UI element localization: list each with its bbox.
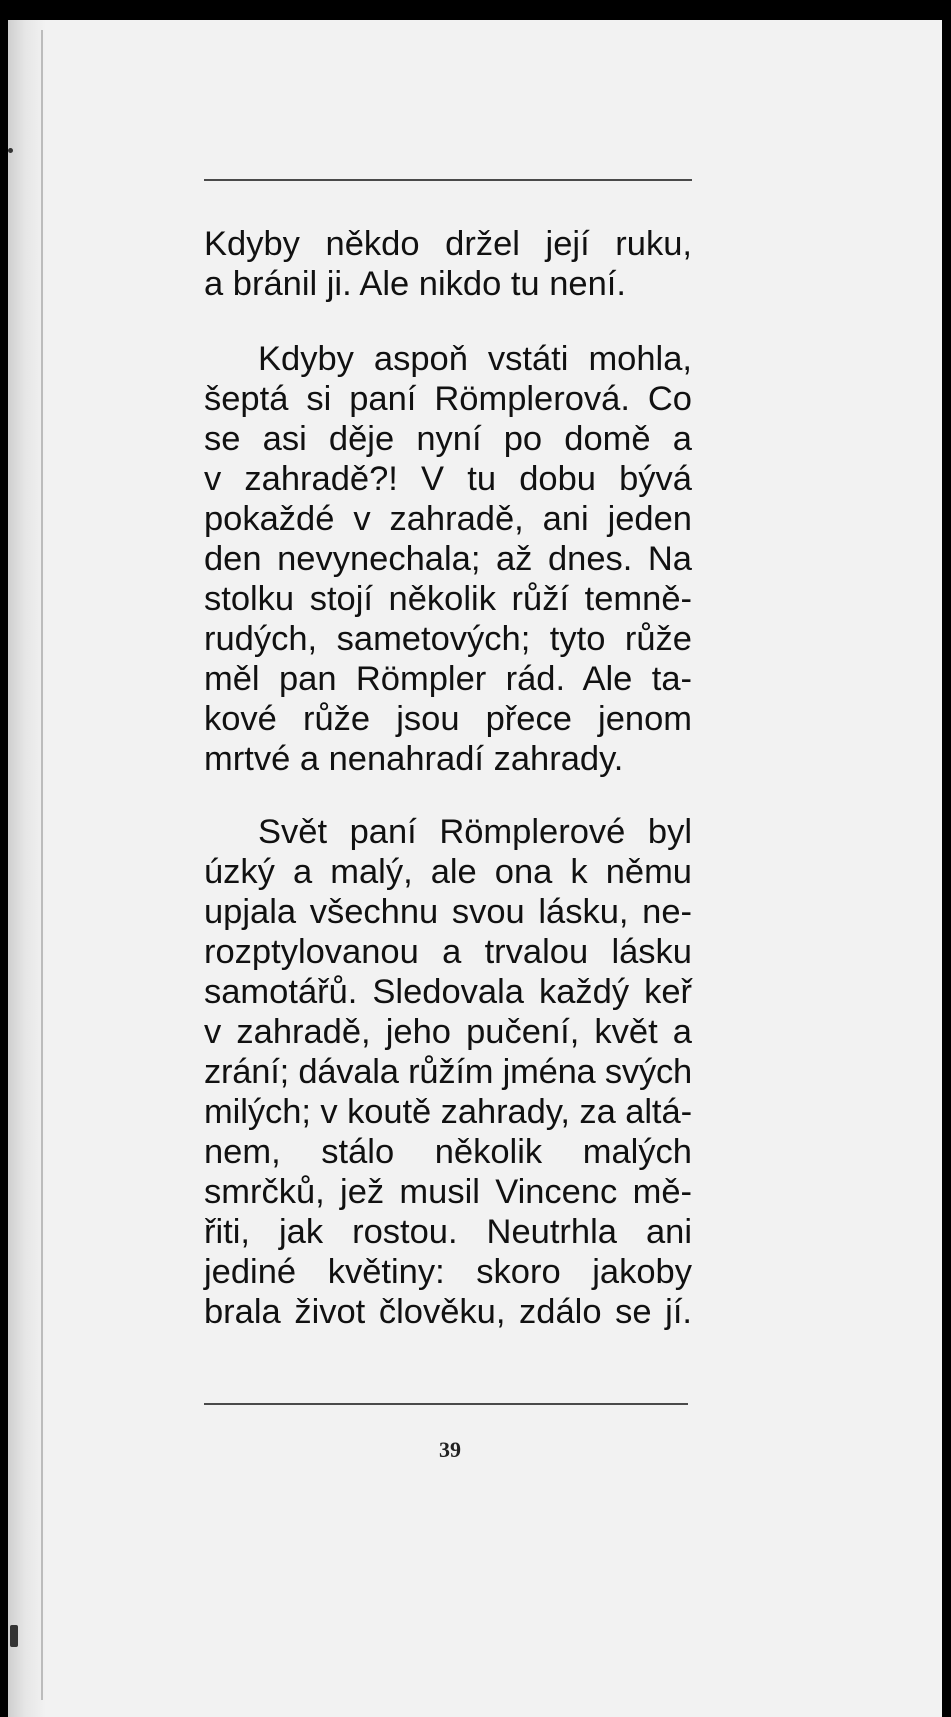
text-line: samotářů. Sledovala každý keř (204, 973, 692, 1011)
text-line: Kdyby aspoň vstáti mohla, (258, 340, 692, 378)
text-line: Svět paní Römplerové byl (258, 813, 692, 851)
text-line: v zahradě?! V tu dobu bývá (204, 460, 692, 498)
text-line: šeptá si paní Römplerová. Co (204, 380, 692, 418)
text-line: Kdyby někdo držel její ruku, (204, 225, 692, 263)
text-line: kové růže jsou přece jenom (204, 700, 692, 738)
text-line: úzký a malý, ale ona k němu (204, 853, 692, 891)
text-line: smrčků, jež musil Vincenc mě- (204, 1173, 692, 1211)
footer-rule (204, 1403, 688, 1405)
text-line: stolku stojí několik růží temně- (204, 580, 692, 618)
text-line: měl pan Römpler rád. Ale ta- (204, 660, 692, 698)
text-line: mrtvé a nenahradí zahrady. (204, 740, 624, 778)
text-line: se asi děje nyní po domě a (204, 420, 692, 458)
header-rule (204, 179, 692, 181)
text-line: brala život člověku, zdálo se jí. (204, 1293, 692, 1331)
text-line: rozptylovanou a trvalou lásku (204, 933, 692, 971)
paragraph-3 (204, 812, 692, 1332)
paragraph-1 (204, 224, 692, 304)
text-line: rudých, sametových; tyto růže (204, 620, 692, 658)
text-line: milých; v koutě zahrady, za altá- (204, 1093, 692, 1131)
page-body-text (204, 224, 692, 1332)
text-line: nem, stálo několik malých (204, 1133, 692, 1171)
paragraph-2 (204, 339, 692, 779)
text-line: zrání; dávala růžím jména svých (204, 1053, 692, 1091)
text-line: jediné květiny: skoro jakoby (204, 1253, 692, 1291)
print-speck (10, 1625, 18, 1647)
text-line: v zahradě, jeho pučení, květ a (204, 1013, 692, 1051)
page-number: 39 (439, 1437, 461, 1462)
page-binding-edge (41, 30, 43, 1700)
print-speck (8, 148, 13, 153)
text-line: řiti, jak rostou. Neutrhla ani (204, 1213, 692, 1251)
text-line: upjala všechnu svou lásku, ne- (204, 893, 692, 931)
text-line: den nevynechala; až dnes. Na (204, 540, 692, 578)
text-line: a bránil ji. Ale nikdo tu není. (204, 265, 626, 303)
text-line: pokaždé v zahradě, ani jeden (204, 500, 692, 538)
